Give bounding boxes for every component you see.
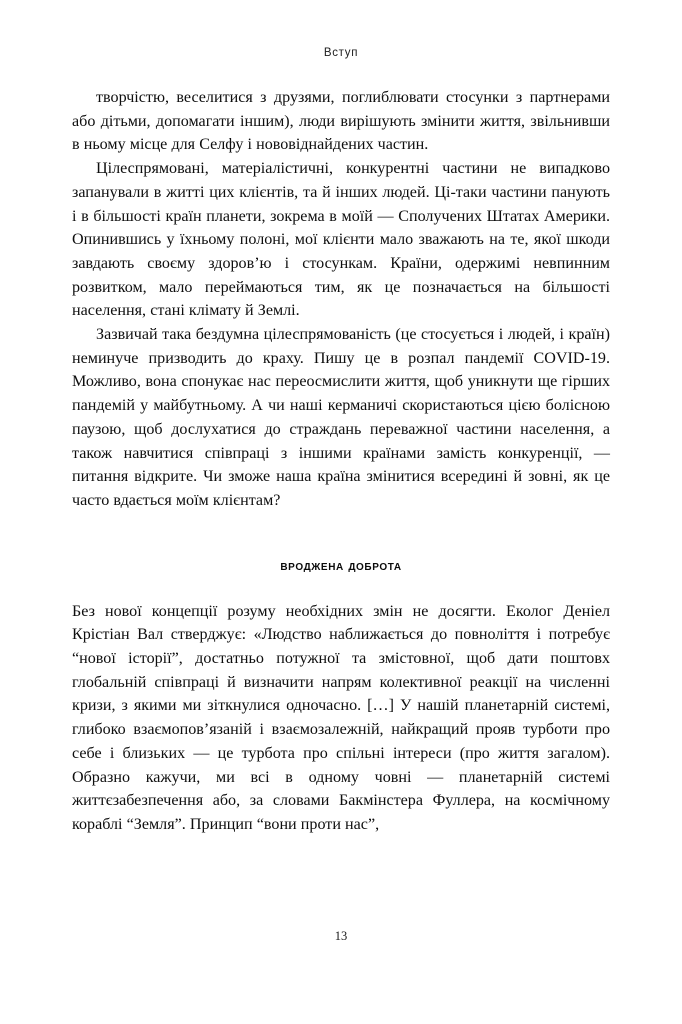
- page-content: [72, 86, 610, 837]
- section-heading-wrap: [72, 557, 610, 573]
- paragraph-2: Цілеспрямовані, матеріалістичні, конкурентні частини не випадково запанували в житті цих клієнтів, та й інших людей. Ці-таки частини панують і в більшості країн планети, зокрема в моїй — Сполучених Штатах Америки. Опинившись у їхньому полоні, мої клієнти мало зважають на те, якої шкоди завдають своєму здоров’ю і стосункам. Країни, одержимі невпинним розвитком, мало переймаються тим, як це позначається на більшості населення, стані клімату й Землі.: [72, 160, 610, 320]
- page-number: 13: [334, 929, 348, 943]
- paragraph-4: Без нової концепції розуму необхідних змін не досягти. Еколог Деніел Крістіан Вал стверджує: «Людство наближається до повноліття і потребує “нової історії”, достатньо потужної та змістовної, щоб дати поштовх глобальній співпраці й визначити напрям колективної реакції на численні кризи, з якими ми зіткнулися одночасно. […] У нашій планетарній системі, глибоко взаємопов’язаній і взаємозалежній, найкращий прояв турботи про себе і близьких — це турбота про спільні інтереси (про життя загалом). Образно кажучи, ми всі в одному човні — планетарній системі життєзабезпечення або, за словами Бакмінстера Фуллера, на космічному кораблі “Земля”. Принцип “вони проти нас”,: [72, 602, 610, 833]
- paragraph-1: творчістю, веселитися з друзями, поглиблювати стосунки з партнерами або дітьми, допомагати іншим), люди вирішують змінити життя, звільнивши в ньому місце для Селфу і нововіднайдених частин.: [72, 89, 610, 154]
- paragraph-3: Зазвичай така бездумна цілеспрямованість (це стосується і людей, і країн) неминуче призводить до краху. Пишу це в розпал пандемії COVID-19. Можливо, вона спонукає нас переосмислити життя, щоб уникнути ще гірших пандемій у майбутньому. А чи наші керманичі скористаються цією болісною паузою, щоб дослухатися до страждань переважної частини населення, а також навчитися співпраці з іншими країнами замість конкуренції, — питання відкрите. Чи зможе наша країна змінитися всередині й зовні, як це часто вдається моїм клієнтам?: [72, 326, 610, 509]
- section-heading: вроджена доброта: [280, 556, 402, 573]
- running-head: Вступ: [323, 47, 359, 59]
